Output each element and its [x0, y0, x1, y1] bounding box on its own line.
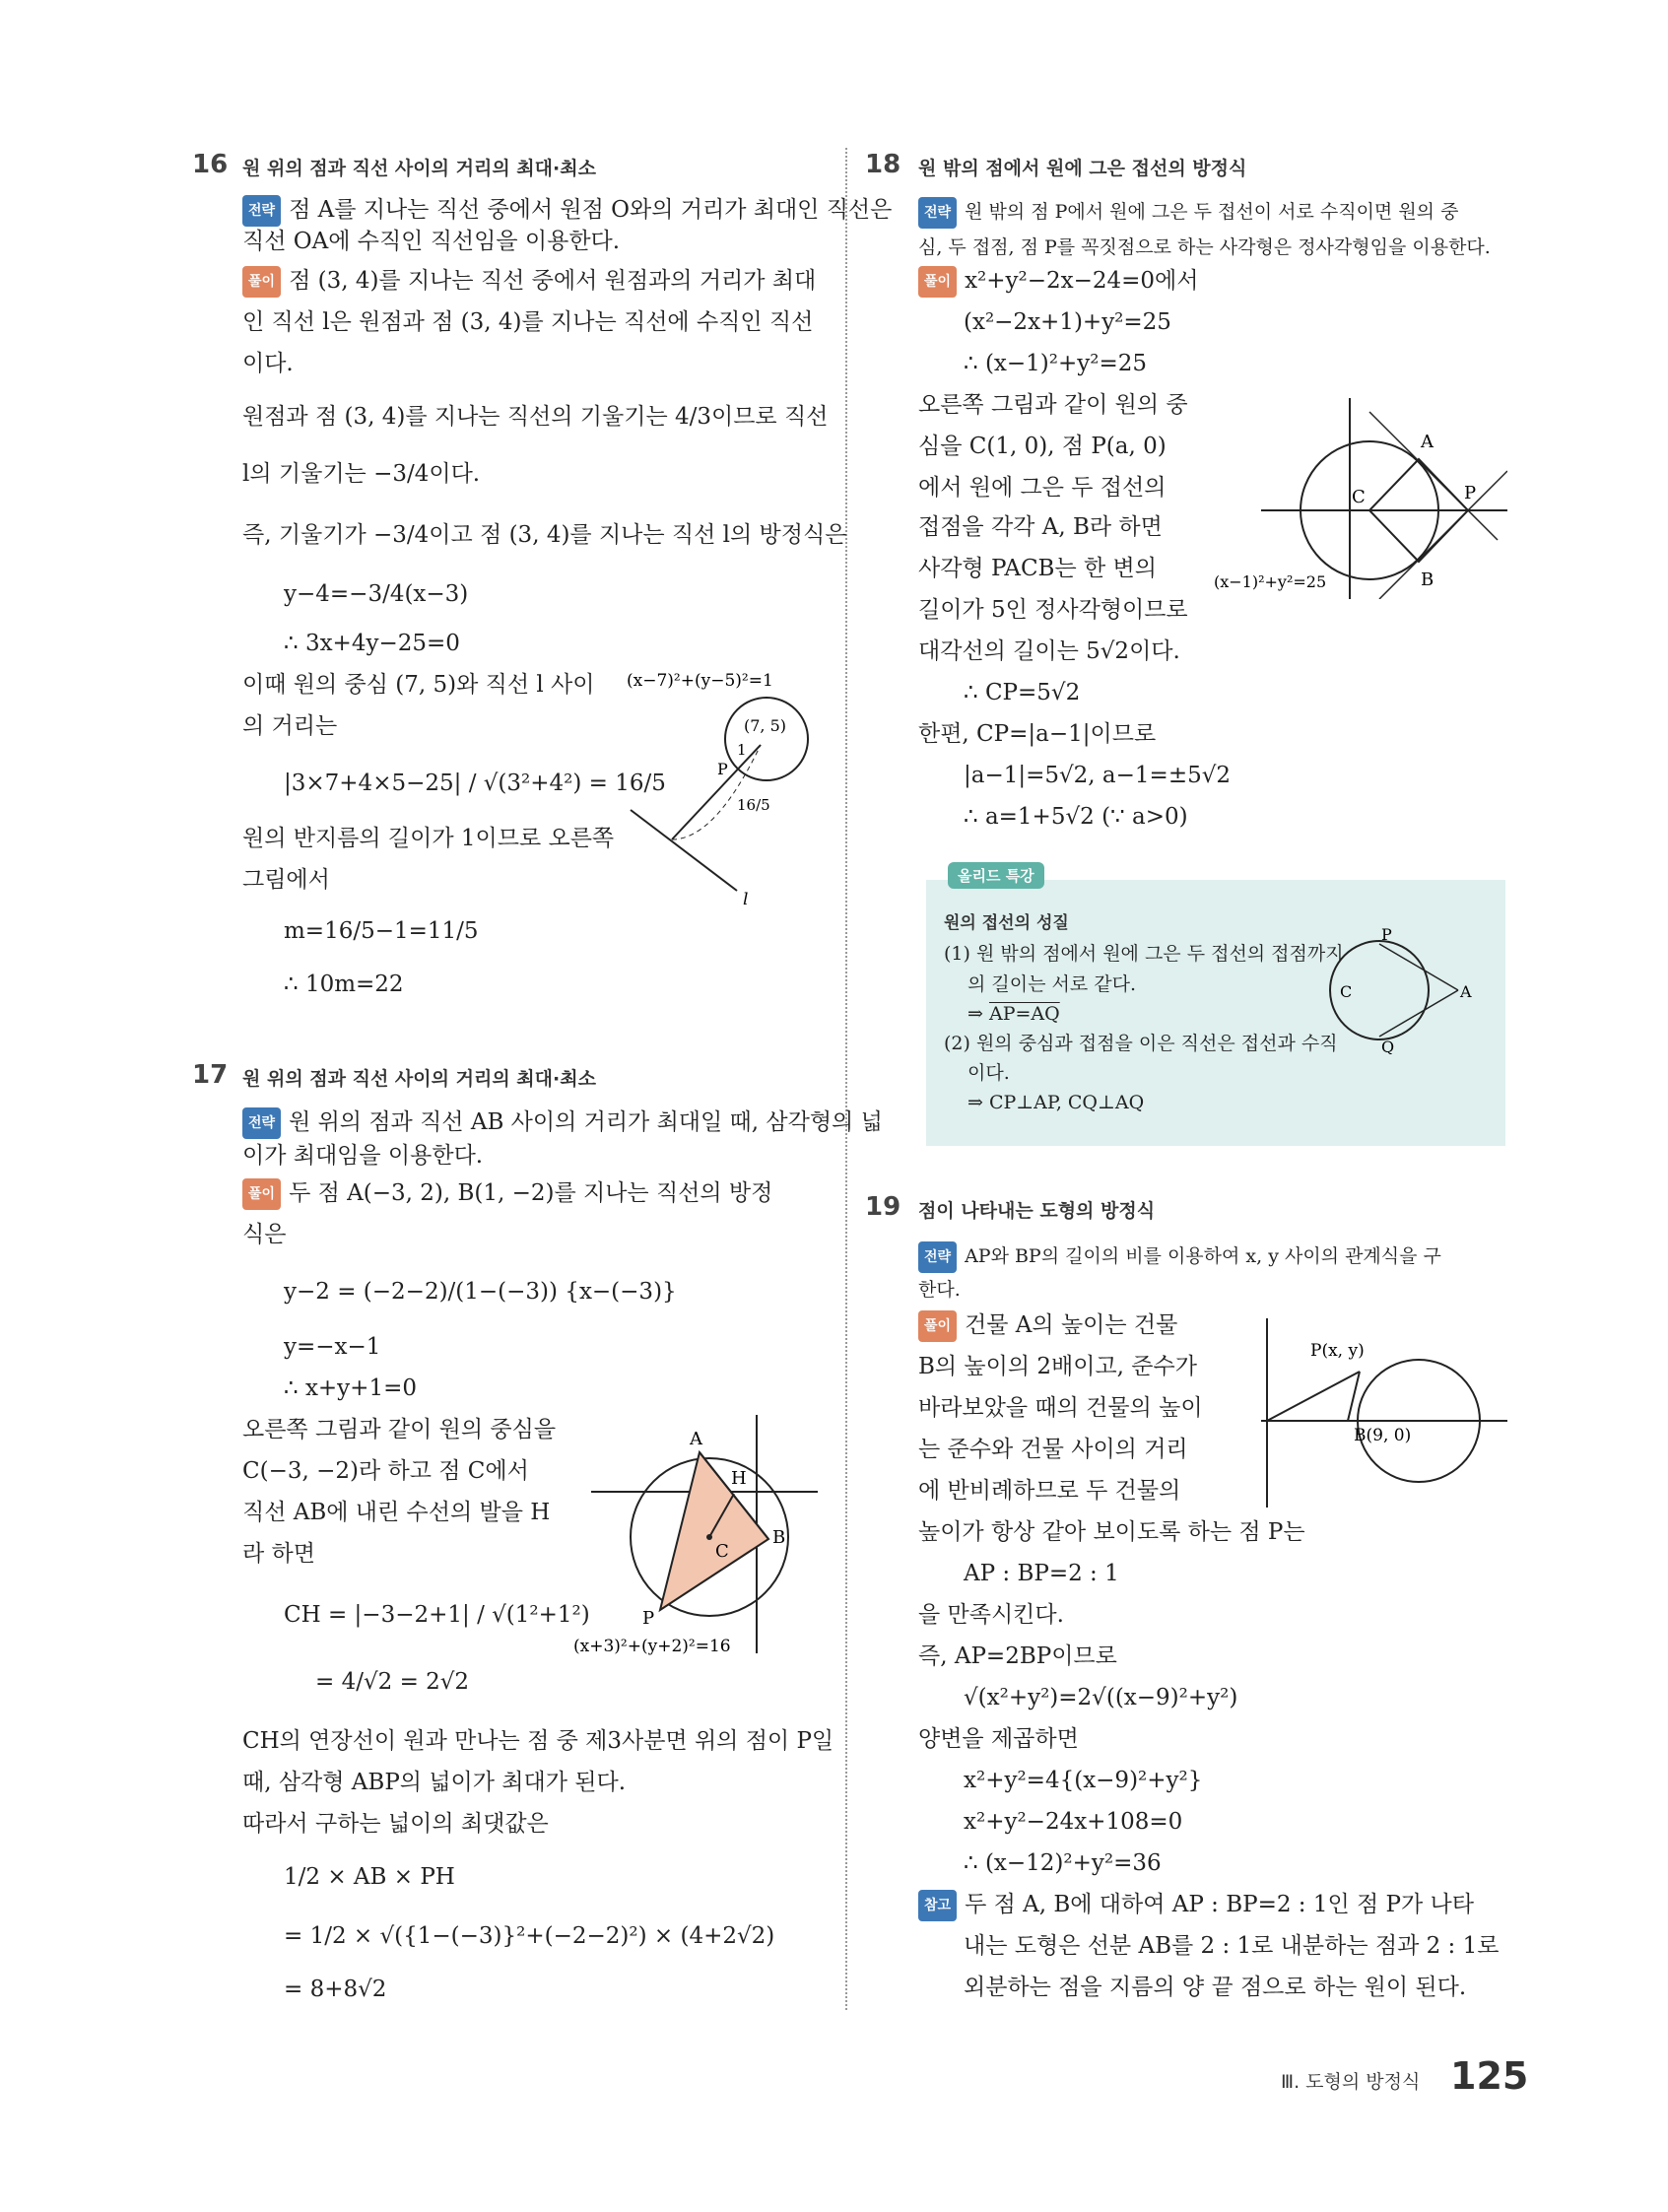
- q19-note-1: 두 점 A, B에 대하여 AP : BP=2 : 1인 점 P가 나타: [965, 1892, 1474, 1917]
- q16-sol-2: 인 직선 l은 원점과 점 (3, 4)를 지나는 직선에 수직인 직선: [242, 309, 814, 335]
- q19-figure: [1232, 1310, 1507, 1508]
- q17-strategy-1: 원 위의 점과 직선 AB 사이의 거리가 최대일 때, 삼각형의 넓: [289, 1109, 883, 1135]
- q17-sol-2: 식은: [242, 1222, 287, 1247]
- q19-fig-point-b: B(9, 0): [1354, 1426, 1412, 1445]
- tip-item-2c: ⇒ CP⊥AP, CQ⊥AQ: [967, 1092, 1145, 1113]
- q16-fig-circle-eq: (x−7)²+(y−5)²=1: [627, 671, 773, 691]
- q16-fig-center: (7, 5): [744, 716, 787, 735]
- q16-fig-segment: [672, 745, 761, 839]
- q16-fig-radius: 1: [737, 741, 747, 759]
- q18-strategy-line: [918, 197, 1458, 229]
- q17-eq-1: y−2 = (−2−2)/(1−(−3)) {x−(−3)}: [284, 1279, 677, 1305]
- q18-sol-8: 한편, CP=|a−1|이므로: [918, 721, 1157, 747]
- q18-strategy-1: 원 밖의 점 P에서 원에 그은 두 접선이 서로 수직이면 원의 중: [965, 201, 1459, 223]
- q18-fig-circle-eq: (x−1)²+y²=25: [1214, 572, 1327, 591]
- tip-fig-a: A: [1460, 982, 1472, 1001]
- q19-strategy-line: [918, 1241, 1441, 1273]
- q17-eq-4: CH = |−3−2+1| / √(1²+1²): [284, 1602, 590, 1628]
- q17-sol-7: CH의 연장선이 원과 만나는 점 중 제3사분면 위의 점이 P일: [242, 1728, 834, 1754]
- q18-sol-4: 접점을 각각 A, B라 하면: [918, 514, 1163, 540]
- q16-sol-9: 원의 반지름의 길이가 1이므로 오른쪽: [242, 826, 615, 851]
- q16-eq-1: y−4=−3/4(x−3): [284, 581, 469, 607]
- q17-sol-6: 라 하면: [242, 1541, 315, 1567]
- tip-item-1b: 의 길이는 서로 같다.: [967, 973, 1136, 995]
- q16-sol-10: 그림에서: [242, 867, 330, 893]
- q18-fig-point-a: A: [1421, 432, 1434, 452]
- q17-fig-triangle: [660, 1452, 768, 1610]
- solution-tag: 풀이: [918, 1310, 957, 1342]
- q16-sol-3: 이다.: [242, 351, 294, 376]
- q16-title: 원 위의 점과 직선 사이의 거리의 최대·최소: [242, 158, 596, 179]
- q17-fig-point-c: C: [715, 1541, 729, 1562]
- solution-tag: 풀이: [242, 266, 281, 298]
- tip-fig-c: C: [1340, 982, 1353, 1001]
- q17-sol-5: 직선 AB에 내린 수선의 발을 H: [242, 1500, 551, 1525]
- strategy-tag: 전략: [242, 1107, 281, 1139]
- q18-number: 18: [865, 150, 901, 179]
- q19-fig-point-p: P(x, y): [1310, 1341, 1365, 1361]
- q17-eq-2: y=−x−1: [284, 1334, 381, 1360]
- q18-eq-6: ∴ a=1+5√2 (∵ a>0): [964, 804, 1188, 830]
- tip-item-1c: ⇒ AP=AQ: [967, 1003, 1060, 1025]
- q19-number: 19: [865, 1192, 901, 1222]
- q17-eq-7: = 1/2 × √({1−(−3)}²+(−2−2)²) × (4+2√2): [284, 1923, 775, 1949]
- q19-sol-6: 높이가 항상 같아 보이도록 하는 점 P는: [918, 1519, 1305, 1545]
- strategy-tag: 전략: [918, 1241, 957, 1273]
- q19-eq-2: √(x²+y²)=2√((x−9)²+y²): [964, 1685, 1238, 1710]
- tip-item-1a: (1) 원 밖의 점에서 원에 그은 두 접선의 접점까지: [944, 943, 1344, 965]
- q18-fig-tangent-1: [1369, 412, 1498, 540]
- tip-item-1c-text: AP=AQ: [988, 1003, 1060, 1025]
- q19-note-2: 내는 도형은 선분 AB를 2 : 1로 내분하는 점과 2 : 1로: [964, 1933, 1500, 1959]
- tip-figure: [1320, 926, 1478, 1054]
- q19-eq-4: x²+y²−24x+108=0: [964, 1809, 1183, 1835]
- q17-sol-9: 따라서 구하는 넓이의 최댓값은: [242, 1811, 549, 1837]
- q16-eq-3: |3×7+4×5−25| / √(3²+4²) = 16/5: [284, 771, 666, 796]
- q16-strategy-1: 점 A를 지나는 직선 중에서 원점 O와의 거리가 최대인 직선은: [289, 197, 893, 223]
- solution-tag: 풀이: [242, 1178, 281, 1210]
- q19-sol-9: 양변을 제곱하면: [918, 1726, 1079, 1752]
- q16-sol-6: 즉, 기울기가 −3/4이고 점 (3, 4)를 지나는 직선 l의 방정식은: [242, 522, 847, 548]
- q17-sol-3: 오른쪽 그림과 같이 원의 중심을: [242, 1417, 557, 1442]
- q19-strategy-1: AP와 BP의 길이의 비를 이용하여 x, y 사이의 관계식을 구: [965, 1245, 1441, 1267]
- q17-title: 원 위의 점과 직선 사이의 거리의 최대·최소: [242, 1068, 596, 1090]
- q18-eq-1: x²+y²−2x−24=0에서: [965, 268, 1199, 294]
- footer-chapter: Ⅲ. 도형의 방정식: [1281, 2071, 1421, 2093]
- q17-sol-8: 때, 삼각형 ABP의 넓이가 최대가 된다.: [242, 1770, 626, 1795]
- q16-strategy-2: 직선 OA에 수직인 직선임을 이용한다.: [242, 229, 621, 254]
- q18-strategy-2: 심, 두 접점, 점 P를 꼭짓점으로 하는 사각형은 정사각형임을 이용한다.: [918, 236, 1491, 258]
- q17-eq-6: 1/2 × AB × PH: [284, 1864, 455, 1890]
- q18-fig-point-b: B: [1421, 570, 1434, 590]
- q16-fig-circle: [725, 698, 808, 780]
- q16-figure: [621, 662, 828, 908]
- tip-fig-tangent-aq: [1379, 990, 1458, 1037]
- tip-item-2c-text: CP⊥AP, CQ⊥AQ: [988, 1092, 1145, 1113]
- q18-fig-point-p: P: [1464, 483, 1477, 503]
- q17-strategy-2: 이가 최대임을 이용한다.: [242, 1143, 484, 1169]
- q17-sol-4: C(−3, −2)라 하고 점 C에서: [242, 1458, 529, 1484]
- q18-figure: [1212, 392, 1507, 599]
- q18-fig-point-c: C: [1352, 487, 1366, 507]
- q16-sol-7: 이때 원의 중심 (7, 5)와 직선 l 사이: [242, 672, 595, 698]
- tip-item-2b: 이다.: [967, 1062, 1010, 1084]
- strategy-tag: 전략: [242, 195, 281, 227]
- q17-eq-8: = 8+8√2: [284, 1977, 387, 2002]
- q16-sol-5: l의 기울기는 −3/4이다.: [242, 461, 481, 487]
- q18-eq-2: (x²−2x+1)+y²=25: [964, 309, 1171, 335]
- q17-fig-point-a: A: [690, 1429, 702, 1449]
- q18-eq-5: |a−1|=5√2, a−1=±5√2: [964, 763, 1232, 788]
- q19-sol-1: 건물 A의 높이는 건물: [965, 1312, 1178, 1338]
- q16-sol-4: 원점과 점 (3, 4)를 지나는 직선의 기울기는 4/3이므로 직선: [242, 404, 829, 430]
- q18-sol-6: 길이가 5인 정사각형이므로: [918, 597, 1188, 623]
- q16-sol-1: 점 (3, 4)를 지나는 직선 중에서 원점과의 거리가 최대: [289, 268, 817, 294]
- q17-fig-circle-eq: (x+3)²+(y+2)²=16: [573, 1637, 731, 1655]
- q16-eq-4: m=16/5−1=11/5: [284, 918, 479, 944]
- q17-eq-3: ∴ x+y+1=0: [284, 1375, 417, 1401]
- q17-eq-5: = 4/√2 = 2√2: [315, 1669, 470, 1695]
- q17-number: 17: [192, 1060, 229, 1090]
- page-number: 125: [1450, 2054, 1529, 2098]
- q17-fig-point-p: P: [642, 1608, 655, 1629]
- tip-fig-q: Q: [1381, 1038, 1395, 1054]
- q19-note-line: [918, 1890, 1474, 1921]
- q19-eq-5: ∴ (x−12)²+y²=36: [964, 1850, 1162, 1876]
- q19-eq-3: x²+y²=4{(x−9)²+y²}: [964, 1768, 1203, 1793]
- q18-sol-3: 에서 원에 그은 두 접선의: [918, 475, 1167, 501]
- tip-item-2a: (2) 원의 중심과 접점을 이은 직선은 접선과 수직: [944, 1033, 1338, 1054]
- q19-sol-4: 는 준수와 건물 사이의 거리: [918, 1437, 1188, 1462]
- tip-tab: 올리드 특강: [948, 862, 1044, 889]
- strategy-tag: 전략: [918, 197, 957, 229]
- q19-fig-segment-ap: [1267, 1372, 1360, 1421]
- q19-title: 점이 나타내는 도형의 방정식: [918, 1200, 1156, 1222]
- q19-note-3: 외분하는 점을 지름의 양 끝 점으로 하는 원이 된다.: [964, 1975, 1467, 2000]
- q16-fig-line-label: l: [743, 890, 749, 908]
- q18-sol-7: 대각선의 길이는 5√2이다.: [918, 638, 1180, 664]
- q18-sol-2: 심을 C(1, 0), 점 P(a, 0): [918, 434, 1167, 459]
- q17-sol-line: [242, 1178, 772, 1210]
- tip-heading: 원의 접선의 성질: [944, 913, 1069, 933]
- q17-fig-point-b: B: [772, 1527, 786, 1548]
- q19-sol-7: 을 만족시킨다.: [918, 1602, 1064, 1628]
- q18-eq-4: ∴ CP=5√2: [964, 680, 1081, 705]
- q17-sol-1: 두 점 A(−3, 2), B(1, −2)를 지나는 직선의 방정: [289, 1180, 773, 1206]
- note-tag: 참고: [918, 1890, 957, 1921]
- q17-strategy-line: [242, 1107, 883, 1139]
- q19-eq-1: AP : BP=2 : 1: [964, 1561, 1119, 1586]
- column-divider: [845, 148, 847, 2010]
- solution-tag: 풀이: [918, 266, 957, 298]
- q17-figure: [571, 1409, 828, 1655]
- q16-fig-distance: 16/5: [737, 796, 770, 814]
- q16-eq-2: ∴ 3x+4y−25=0: [284, 631, 460, 656]
- q19-sol-3: 바라보았을 때의 건물의 높이: [918, 1395, 1203, 1421]
- q18-title: 원 밖의 점에서 원에 그은 접선의 방정식: [918, 158, 1247, 179]
- tip-fig-p: P: [1381, 926, 1392, 944]
- q17-fig-center-dot: [706, 1534, 712, 1540]
- q16-number: 16: [192, 150, 229, 179]
- q18-sol-line: [918, 266, 1199, 298]
- q18-sol-5: 사각형 PACB는 한 변의: [918, 556, 1157, 581]
- q19-sol-2: B의 높이의 2배이고, 준수가: [918, 1354, 1197, 1379]
- q19-sol-line: [918, 1310, 1177, 1342]
- q18-fig-tangent-2: [1379, 471, 1507, 599]
- q19-sol-8: 즉, AP=2BP이므로: [918, 1643, 1117, 1669]
- q17-fig-point-h: H: [731, 1468, 747, 1489]
- q18-eq-3: ∴ (x−1)²+y²=25: [964, 351, 1148, 376]
- q16-strategy-line: [242, 195, 892, 227]
- q19-sol-5: 에 반비례하므로 두 건물의: [918, 1478, 1181, 1504]
- q16-sol-line: [242, 266, 816, 298]
- tip-fig-tangent-ap: [1379, 944, 1458, 990]
- q18-sol-1: 오른쪽 그림과 같이 원의 중: [918, 392, 1188, 418]
- q19-strategy-2: 한다.: [918, 1279, 961, 1301]
- q16-sol-8: 의 거리는: [242, 713, 338, 739]
- q16-fig-line-l: [631, 810, 737, 891]
- q16-eq-5: ∴ 10m=22: [284, 972, 404, 997]
- q16-fig-point-p: P: [717, 760, 728, 778]
